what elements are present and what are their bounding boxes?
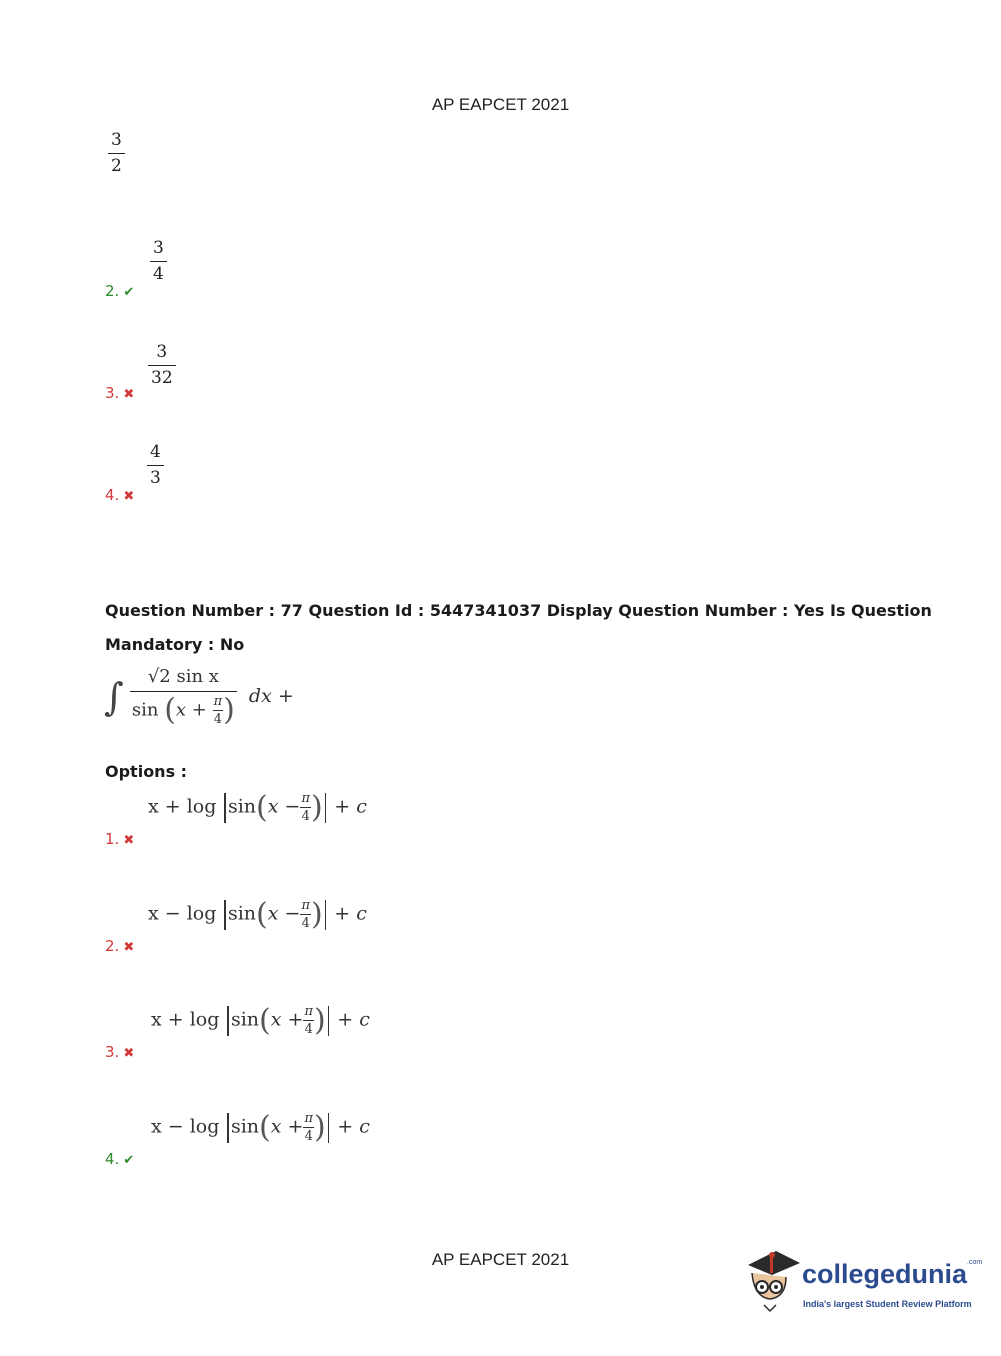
option-number: 1.: [105, 830, 120, 848]
check-icon: ✔: [123, 1153, 135, 1168]
option-1-expression: x + log sin(x − $\frac{\pi}{4}$ ) + c: [148, 790, 367, 825]
sin-text: sin: [230, 1008, 260, 1031]
prev-option-4-label: [105, 485, 134, 504]
question-meta-line-2: Mandatory : No: [105, 635, 245, 654]
x-variable: x: [267, 795, 279, 818]
expr-prefix: x + log: [148, 795, 217, 818]
x-variable: x: [270, 1115, 282, 1138]
option-number: 2.: [105, 937, 120, 955]
option-4-label: [105, 1149, 134, 1168]
logo-tagline: India's largest Student Review Platform: [803, 1299, 972, 1309]
question-integral: [104, 668, 294, 748]
option-4-expression: x − log sin(x + $\frac{\pi}{4}$ ) + c: [151, 1110, 370, 1145]
expr-operator: −: [284, 902, 301, 925]
four-digit: 4: [301, 809, 310, 824]
four-digit: 4: [213, 712, 223, 727]
prev-option-3-fraction: [148, 344, 176, 387]
four-digit: 4: [304, 1022, 313, 1037]
cross-icon: ✖: [123, 833, 135, 848]
page-footer-title: AP EAPCET 2021: [431, 1250, 570, 1269]
expr-operator: +: [287, 1008, 304, 1031]
expr-suffix: + c: [337, 1115, 370, 1138]
options-heading: Options :: [105, 762, 188, 781]
mascot-icon: [742, 1247, 802, 1313]
denominator-arg: x +: [175, 699, 207, 721]
integral-numerator: √2 sin x: [130, 668, 237, 692]
sin-text: sin: [131, 699, 159, 721]
expr-operator: +: [287, 1115, 304, 1138]
fraction-numerator: 3: [108, 132, 125, 154]
pi-over-four: [300, 792, 311, 823]
logo-com: .com: [967, 1259, 983, 1266]
fraction-denominator: 4: [153, 264, 164, 284]
pi-symbol: π: [301, 791, 310, 806]
prev-option-3-label: [105, 383, 134, 402]
sin-text: sin: [227, 902, 257, 925]
integral-tail: dx +: [248, 685, 294, 707]
logo-wordmark: collegedunia: [802, 1259, 968, 1289]
page-header-title: AP EAPCET 2021: [431, 95, 570, 114]
pi-over-four: [303, 1112, 314, 1143]
prev-option-4-fraction: [147, 444, 164, 487]
question-meta-line-1: Question Number : 77 Question Id : 5447341037 Display Question Number : Yes Is Question: [105, 601, 932, 620]
pi-symbol: π: [304, 1004, 313, 1019]
fraction-numerator: 3: [148, 344, 176, 366]
prev-option-2-fraction: [150, 240, 167, 283]
prev-option-1-fraction: [108, 132, 125, 175]
x-variable: x: [270, 1008, 282, 1031]
cross-icon: ✖: [123, 489, 135, 504]
pi-symbol: π: [304, 1111, 313, 1126]
expr-suffix: + c: [334, 902, 367, 925]
four-digit: 4: [301, 916, 310, 931]
option-number: 3.: [105, 1043, 120, 1061]
cross-icon: ✖: [123, 940, 135, 955]
option-2-expression: x − log sin(x − $\frac{\pi}{4}$ ) + c: [148, 897, 367, 932]
check-icon: ✔: [123, 285, 135, 300]
option-number: 3.: [105, 384, 120, 402]
option-1-label: [105, 829, 134, 848]
expr-prefix: x − log: [151, 1115, 220, 1138]
prev-option-2-label: [105, 281, 134, 300]
option-3-label: [105, 1042, 134, 1061]
sin-text: sin: [227, 795, 257, 818]
pi-symbol: π: [213, 694, 223, 709]
expr-prefix: x + log: [151, 1008, 220, 1031]
option-number: 4.: [105, 486, 120, 504]
pi-over-four: [300, 899, 311, 930]
four-digit: 4: [304, 1129, 313, 1144]
x-variable: x: [267, 902, 279, 925]
expr-operator: −: [284, 795, 301, 818]
sin-text: sin: [230, 1115, 260, 1138]
pi-symbol: π: [301, 898, 310, 913]
integral-denominator: sin (x + $\frac{\pi}{4}$ ): [131, 692, 235, 728]
pi-over-four: [303, 1005, 314, 1036]
cross-icon: ✖: [123, 387, 135, 402]
expr-prefix: x − log: [148, 902, 217, 925]
expr-suffix: + c: [337, 1008, 370, 1031]
fraction-denominator: 32: [151, 368, 173, 388]
fraction-numerator: 4: [147, 444, 164, 466]
fraction-denominator: 2: [111, 156, 122, 176]
cross-icon: ✖: [123, 1046, 135, 1061]
pi-over-four: [213, 695, 224, 726]
fraction-denominator: 3: [150, 468, 161, 488]
expr-suffix: + c: [334, 795, 367, 818]
option-number: 4.: [105, 1150, 120, 1168]
option-3-expression: x + log sin(x + $\frac{\pi}{4}$ ) + c: [151, 1003, 370, 1038]
fraction-numerator: 3: [150, 240, 167, 262]
integral-sign: ∫: [104, 675, 124, 719]
option-2-label: [105, 936, 134, 955]
integral-fraction: [130, 668, 237, 726]
option-number: 2.: [105, 282, 120, 300]
collegedunia-logo: [742, 1247, 983, 1317]
